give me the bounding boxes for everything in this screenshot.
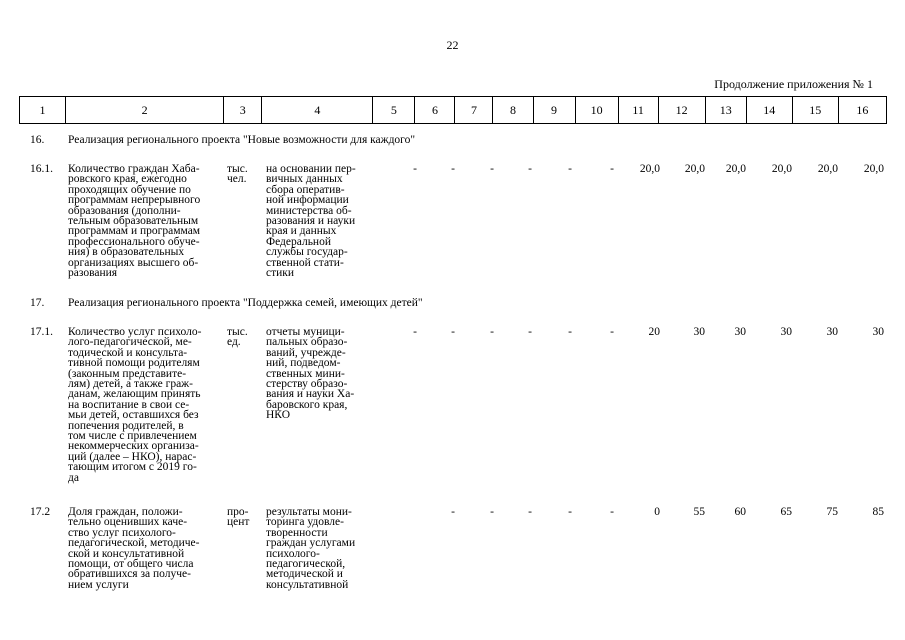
value-col-15: 30 (826, 326, 838, 338)
value-col-7: - (490, 506, 494, 518)
header-col-7: 7 (455, 97, 493, 124)
indicator-name (68, 164, 218, 278)
unit-of-measure-line: ед. (227, 336, 241, 349)
header-col-12: 12 (658, 97, 705, 124)
indicator-name-line: ровского края, ежегодно (68, 173, 187, 186)
value-col-13: 20,0 (725, 163, 746, 175)
header-col-8: 8 (493, 97, 533, 124)
column-number-header (19, 96, 887, 124)
unit-of-measure-line: тыс. (227, 163, 248, 175)
indicator-name-line: педагогической, методиче- (68, 537, 200, 550)
data-source-line: Федеральной (266, 235, 331, 248)
value-col-8: - (528, 163, 532, 175)
indicator-name-line: программам непрерывного (68, 194, 201, 207)
data-source-line: пальных образо- (266, 336, 348, 349)
indicator-name-line: лого-педагогической, ме- (68, 336, 192, 349)
value-col-14: 20,0 (771, 163, 792, 175)
value-col-5: - (413, 326, 417, 338)
data-source (266, 507, 376, 590)
value-col-9: - (568, 506, 572, 518)
value-col-6: - (451, 506, 455, 518)
header-col-11: 11 (618, 97, 658, 124)
indicator-name-line: Количество граждан Хаба- (68, 163, 200, 175)
appendix-continuation-label: Продолжение приложения № 1 (714, 77, 873, 91)
indicator-name-line: тельным образовательным (68, 215, 199, 228)
value-col-11: 20 (648, 326, 660, 338)
unit-of-measure-line: про- (227, 506, 249, 518)
value-col-16: 85 (872, 506, 884, 518)
indicator-name-line: образования (дополни- (68, 204, 181, 217)
data-source-line: министерства об- (266, 204, 352, 217)
value-col-13: 30 (734, 326, 746, 338)
data-source (266, 327, 376, 421)
value-col-12: 20,0 (684, 163, 705, 175)
header-col-14: 14 (746, 97, 792, 124)
row-number: 17.2 (30, 506, 51, 518)
indicator-name-line: ния) в образовательных (68, 246, 185, 259)
section-number: 17. (30, 297, 45, 309)
data-source-line: службы государ- (266, 246, 348, 259)
data-source-line: стерству образо- (266, 378, 348, 391)
section-title: Реализация регионального проекта "Новые возможности для каждого" (68, 134, 416, 146)
header-col-2: 2 (66, 97, 224, 124)
value-col-16: 20,0 (863, 163, 884, 175)
value-col-10: - (610, 326, 614, 338)
header-col-3: 3 (224, 97, 262, 124)
indicator-name-line: мьи детей, оставшихся без (68, 409, 199, 422)
indicator-name-line: обратившихся за получе- (68, 568, 191, 581)
indicator-name-line: ство услуг психолого- (68, 526, 176, 539)
header-col-1: 1 (20, 97, 66, 124)
indicator-name-line: помощи, от общего числа (68, 558, 194, 571)
unit-of-measure-line: тыс. (227, 326, 248, 338)
indicator-name-line: ций (далее – НКО), нарас- (68, 450, 197, 463)
indicator-name-line: (законным представите- (68, 367, 187, 380)
value-col-7: - (490, 326, 494, 338)
data-source-line: отчеты муници- (266, 326, 345, 338)
header-col-10: 10 (575, 97, 618, 124)
value-col-6: - (451, 326, 455, 338)
indicator-name-line: профессионального обуче- (68, 235, 200, 248)
indicator-name-line: да (68, 471, 79, 484)
indicator-name-line: разования (68, 267, 118, 280)
data-source-line: вания и науки Ха- (266, 388, 355, 401)
row-number: 17.1. (30, 326, 53, 338)
value-col-5: - (413, 163, 417, 175)
header-col-5: 5 (373, 97, 415, 124)
indicator-name (68, 507, 218, 590)
header-col-9: 9 (533, 97, 575, 124)
value-col-6: - (451, 163, 455, 175)
indicator-name-line: организациях высшего об- (68, 256, 199, 269)
indicator-name-line: данам, желающим принять (68, 388, 201, 401)
unit-of-measure (227, 507, 257, 528)
data-source-line: ственной стати- (266, 256, 344, 269)
data-source-line: ной информации (266, 194, 349, 207)
data-source-line: на основании пер- (266, 163, 356, 175)
indicator-name-line: нием услуги (68, 578, 129, 591)
data-source-line: результаты мони- (266, 506, 352, 518)
header-col-6: 6 (415, 97, 455, 124)
data-source-line: методической и (266, 568, 343, 581)
value-col-15: 75 (826, 506, 838, 518)
data-source-line: края и данных (266, 225, 337, 238)
indicator-name-line: Количество услуг психоло- (68, 326, 202, 338)
section-number: 16. (30, 134, 45, 146)
indicator-name (68, 327, 218, 483)
value-col-16: 30 (872, 326, 884, 338)
data-source-line: ственных мини- (266, 367, 345, 380)
value-col-7: - (490, 163, 494, 175)
data-source-line: психолого- (266, 547, 320, 560)
data-source-line: разования и науки (266, 215, 356, 228)
header-col-13: 13 (705, 97, 746, 124)
value-col-10: - (610, 163, 614, 175)
header-col-15: 15 (792, 97, 838, 124)
data-source-line: ний, подведом- (266, 357, 341, 370)
data-source-line: баровского края, (266, 398, 348, 411)
unit-of-measure (227, 164, 257, 185)
value-col-12: 30 (693, 326, 705, 338)
unit-of-measure-line: цент (227, 516, 250, 529)
indicator-name-line: программам и программам (68, 225, 201, 238)
value-col-14: 65 (780, 506, 792, 518)
data-source (266, 164, 376, 278)
data-source-line: граждан услугами (266, 537, 356, 550)
section-title: Реализация регионального проекта "Поддержка семей, имеющих детей" (68, 297, 423, 309)
data-source-line: сбора оператив- (266, 183, 345, 196)
value-col-10: - (610, 506, 614, 518)
value-col-8: - (528, 326, 532, 338)
value-col-13: 60 (734, 506, 746, 518)
indicator-name-line: тающим итогом с 2019 го- (68, 461, 197, 474)
page-number: 22 (446, 38, 459, 52)
indicator-name-line: тельно оценивших каче- (68, 516, 188, 529)
data-source-line: консультативной (266, 578, 349, 591)
unit-of-measure (227, 327, 257, 348)
value-col-11: 20,0 (639, 163, 660, 175)
indicator-name-line: проходящих обучение по (68, 183, 191, 196)
indicator-name-line: тивной помощи родителям (68, 357, 200, 370)
data-source-line: стики (266, 267, 295, 280)
data-source-line: ваний, учрежде- (266, 346, 346, 359)
header-col-4: 4 (262, 97, 373, 124)
value-col-14: 30 (780, 326, 792, 338)
data-source-line: НКО (266, 409, 290, 422)
data-source-line: торинга удовле- (266, 516, 344, 529)
indicator-name-line: лям) детей, а также граж- (68, 378, 193, 391)
row-number: 16.1. (30, 163, 53, 175)
value-col-15: 20,0 (817, 163, 838, 175)
data-source-line: педагогической, (266, 558, 346, 571)
value-col-8: - (528, 506, 532, 518)
indicator-name-line: Доля граждан, положи- (68, 506, 183, 518)
unit-of-measure-line: чел. (227, 173, 247, 186)
data-source-line: творенности (266, 526, 328, 539)
value-col-11: 0 (654, 506, 660, 518)
indicator-name-line: некоммерческих организа- (68, 440, 199, 453)
indicator-name-line: тодической и консульта- (68, 346, 188, 359)
indicator-name-line: ской и консультативной (68, 547, 185, 560)
header-col-16: 16 (838, 97, 886, 124)
indicator-name-line: том числе с привлечением (68, 430, 197, 443)
indicator-name-line: на воспитание в свои се- (68, 398, 190, 411)
value-col-9: - (568, 326, 572, 338)
value-col-9: - (568, 163, 572, 175)
data-source-line: вичных данных (266, 173, 343, 186)
indicator-name-line: попечения родителей, в (68, 419, 184, 432)
value-col-12: 55 (693, 506, 705, 518)
